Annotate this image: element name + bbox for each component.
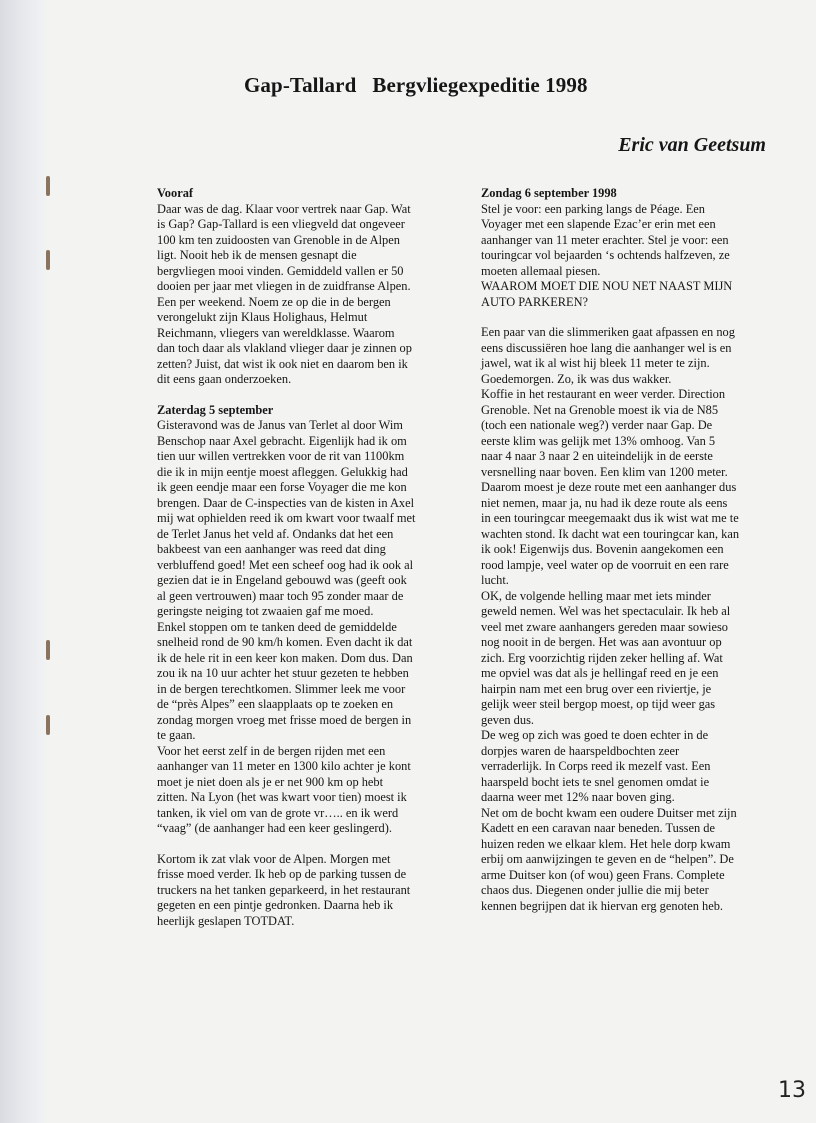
text-line: Benschop naar Axel gebracht. Eigenlijk had ik om xyxy=(157,433,407,448)
text-line: moeten allemaal piesen. xyxy=(481,263,601,278)
text-line: touringcar vol bejaarden ‘s ochtends halfzeven, ze xyxy=(481,248,730,262)
text-line: daarna weer met 12% naar boven ging. xyxy=(481,790,675,804)
text-line: zou ik na 10 uur achter het stuur gezeten te hebben xyxy=(157,666,409,680)
text-line: Een per weekend. Noem ze op die in de bergen xyxy=(157,294,391,309)
text-line: ik de hele rit in een keer kon maken. Dom dus. Dan xyxy=(157,650,413,665)
text-line: tien uur willen vertrekken voor de rit van 1100km xyxy=(157,449,405,463)
paragraph xyxy=(157,418,437,837)
text-line: verbluffend goed! Met een scheef oog had ik ook al xyxy=(157,557,414,572)
paragraph-spacer xyxy=(157,388,437,403)
text-line: rood lampje, veel water op de voorruit en een rare xyxy=(481,557,729,572)
text-line: WAAROM MOET DIE NOU NET NAAST MIJN xyxy=(481,279,733,293)
text-line: gezien dat ie in Engeland gebouwd was (geeft ook xyxy=(157,573,407,587)
text-line: zetten? Juist, dat wist ik ook niet en daarom ben ik xyxy=(157,356,408,371)
text-line: Kadett en een caravan naar beneden. Tussen de xyxy=(481,821,715,835)
article-title: Gap-Tallard Bergvliegexpeditie 1998 xyxy=(244,73,588,97)
text-line: Stel je voor: een parking langs de Péage. Een xyxy=(481,201,705,216)
text-line: te gaan. xyxy=(157,728,196,742)
text-line: nog nooit in de bergen. Het was aan avontuur op xyxy=(481,635,722,649)
text-line: “vaag” (de aanhanger had een keer geslingerd). xyxy=(157,821,392,835)
text-line: aanhanger van 11 meter erachter. Stel je voor: een xyxy=(481,232,729,247)
text-line: Enkel stoppen om te tanken deed de gemiddelde xyxy=(157,619,397,634)
text-line: geven dus. xyxy=(481,712,534,727)
text-line: in een touringcar meegemaakt dus ik wist wat me te xyxy=(481,511,739,525)
text-line: Net om de bocht kwam een oudere Duitser met zijn xyxy=(481,805,737,820)
paragraph-spacer xyxy=(481,310,769,325)
text-line: Voyager met een slapende Ezac’er erin met een xyxy=(481,217,716,231)
text-line: zitten. Na Lyon (het was kwart voor tien) moest ik xyxy=(157,790,407,804)
text-line: die ik in mijn eentje moest afleggen. Gelukkig had xyxy=(157,464,408,479)
text-line: dorpjes waren de haarspeldbochten zeer xyxy=(481,743,680,758)
text-line: eens discussiëren hoe lang die aanhanger wel is en xyxy=(481,340,732,355)
text-line: niet nemen, maar ja, nu had ik deze route als eens xyxy=(481,495,728,510)
text-line: heerlijk geslapen TOTDAT. xyxy=(157,913,295,928)
text-line: is Gap? Gap-Tallard is een vliegveld dat ongeveer xyxy=(157,217,405,231)
text-line: Daarom moest je deze route met een aanhanger dus xyxy=(481,480,737,494)
text-line: (toch een nationale weg?) verder naar Gap. De xyxy=(481,418,713,432)
text-line: in de bergen terechtkomen. Slimmer leek me voor xyxy=(157,681,406,696)
text-line: gegeten en een pintje gedronken. Daarna heb ik xyxy=(157,898,394,912)
text-line: tanken, ik viel om van de grote vr….. en ik werd xyxy=(157,805,399,820)
text-line: Grenoble. Net na Grenoble moest ik via de N85 xyxy=(481,402,719,417)
text-line: 100 km ten zuidoosten van Grenoble in de Alpen xyxy=(157,232,400,247)
paragraph xyxy=(481,202,769,311)
text-line: Gisteravond was de Janus van Terlet al door Wim xyxy=(157,418,403,432)
page-number: 13 xyxy=(778,1078,806,1103)
text-line: naar 4 naar 3 naar 2 en uiteindelijk in de eerste xyxy=(481,449,713,463)
paragraph xyxy=(157,202,437,388)
text-line: me opviel was dat als je hellingaf reed en je een xyxy=(481,666,719,680)
text-line: Reichmann, vliegers van wereldklasse. Waarom xyxy=(157,325,395,340)
text-line: Kortom ik zat vlak voor de Alpen. Morgen met xyxy=(157,851,391,866)
text-line: Een paar van die slimmeriken gaat afpassen en nog xyxy=(481,325,735,339)
text-line: erbij om aanwijzingen te geven en de “helpen”. De xyxy=(481,852,734,866)
text-line: geringste neiging tot zwaaien gaf me moed. xyxy=(157,604,374,618)
text-line: de “près Alpes” een slaapplaats op te zoeken en xyxy=(157,697,394,711)
text-line: De weg op zich was goed te doen echter in de xyxy=(481,728,709,742)
text-line: versnelling naar boven. Een klim van 1200 meter. xyxy=(481,464,728,479)
text-line: dit eens gaan onderzoeken. xyxy=(157,372,292,386)
text-line: snelheid rond de 90 km/h komen. Even dacht ik dat xyxy=(157,635,413,649)
text-line: verraderlijk. In Corps reed ik mezelf vast. Een xyxy=(481,759,711,773)
text-line: brengen. Daar de C-inspecties van de kisten in Axel xyxy=(157,495,415,510)
text-line: moet je niet doen als je er net 900 km op hebt xyxy=(157,774,384,789)
text-line: chaos dus. Diegenen onder jullie die mij beter xyxy=(481,883,709,897)
text-line: Daar was de dag. Klaar voor vertrek naar Gap. Wat xyxy=(157,201,411,216)
text-line: dooien per jaar met vliegen in de zuidfranse Alpen. xyxy=(157,279,411,293)
text-line: ik geen eendje maar een forse Voyager die me kon xyxy=(157,480,407,494)
text-line: zondag morgen vroeg met frisse moed de bergen in xyxy=(157,712,412,727)
section-heading: Vooraf xyxy=(157,186,194,200)
text-line: mij wat ophielden reed ik om kwart voor twaalf met xyxy=(157,511,416,525)
text-line: ik ook! Eigenwijs dus. Bovenin aangekomen een xyxy=(481,542,724,556)
text-line: Goedemorgen. Zo, ik was dus wakker. xyxy=(481,371,672,386)
text-line: jawel, wat ik al wist hij bleek 11 meter te zijn. xyxy=(481,356,710,370)
text-line: dan toch daar als vlakland vlieger daar je zinnen op xyxy=(157,341,412,355)
text-line: truckers na het tanken geparkeerd, in het restaurant xyxy=(157,882,411,897)
text-line: kennen begrijpen dat ik hiervan erg genoten heb. xyxy=(481,898,723,913)
text-line: aanhanger van 11 meter en 1300 kilo achter je kont xyxy=(157,759,411,773)
left-column xyxy=(157,186,437,929)
text-line: Koffie in het restaurant en weer verder. Direction xyxy=(481,387,726,401)
text-line: haarspeld bocht iets te snel genomen omdat ie xyxy=(481,774,710,789)
text-line: veel met zware aanhangers gereden maar sowieso xyxy=(481,619,729,634)
text-line: verongelukt zijn Klaus Holighaus, Helmut xyxy=(157,310,368,324)
text-line: geweld nemen. Wel was het spectaculair. Ik heb al xyxy=(481,604,731,618)
text-line: bakbeest van een aanhanger was reed dat ding xyxy=(157,542,386,556)
section-heading: Zaterdag 5 september xyxy=(157,402,274,417)
right-column xyxy=(481,186,769,914)
text-line: bergvliegen mooi vinden. Gemiddeld vallen er 50 xyxy=(157,263,404,278)
paragraph xyxy=(481,325,769,914)
text-line: wachten stond. Ik dacht wat een touringcar kan, kan xyxy=(481,526,740,541)
text-line: de Terlet Janus het veld af. Ondanks dat het een xyxy=(157,526,394,541)
article-author: Eric van Geetsum xyxy=(618,134,766,156)
text-line: gelijk weer steil bergop moest, op tijd weer gas xyxy=(481,697,716,711)
text-line: eerste klim was gelijk met 13% omhoog. Van 5 xyxy=(481,433,716,448)
text-line: AUTO PARKEREN? xyxy=(481,294,589,309)
paragraph-spacer xyxy=(157,837,437,852)
paragraph xyxy=(157,852,437,930)
text-line: zich. Erg voorzichtig rijden zeker helling af. Wat xyxy=(481,650,723,665)
text-line: lucht. xyxy=(481,573,509,587)
section-heading: Zondag 6 september 1998 xyxy=(481,186,617,200)
text-line: huizen reden we elkaar klem. Het hele dorp kwam xyxy=(481,836,731,851)
text-line: Voor het eerst zelf in de bergen rijden met een xyxy=(157,743,386,758)
text-line: OK, de volgende helling maar met iets minder xyxy=(481,588,711,603)
text-line: al geen vertrouwen) maar toch 95 zonder maar de xyxy=(157,588,404,603)
text-line: frisse moed verder. Ik heb op de parking tussen de xyxy=(157,867,407,881)
text-line: ligt. Nooit heb ik de mensen gesnapt die xyxy=(157,248,357,262)
text-line: arme Duitser kon (of wou) geen Frans. Complete xyxy=(481,867,725,882)
text-line: hairpin nam met een brug over een riviertje, je xyxy=(481,681,712,696)
